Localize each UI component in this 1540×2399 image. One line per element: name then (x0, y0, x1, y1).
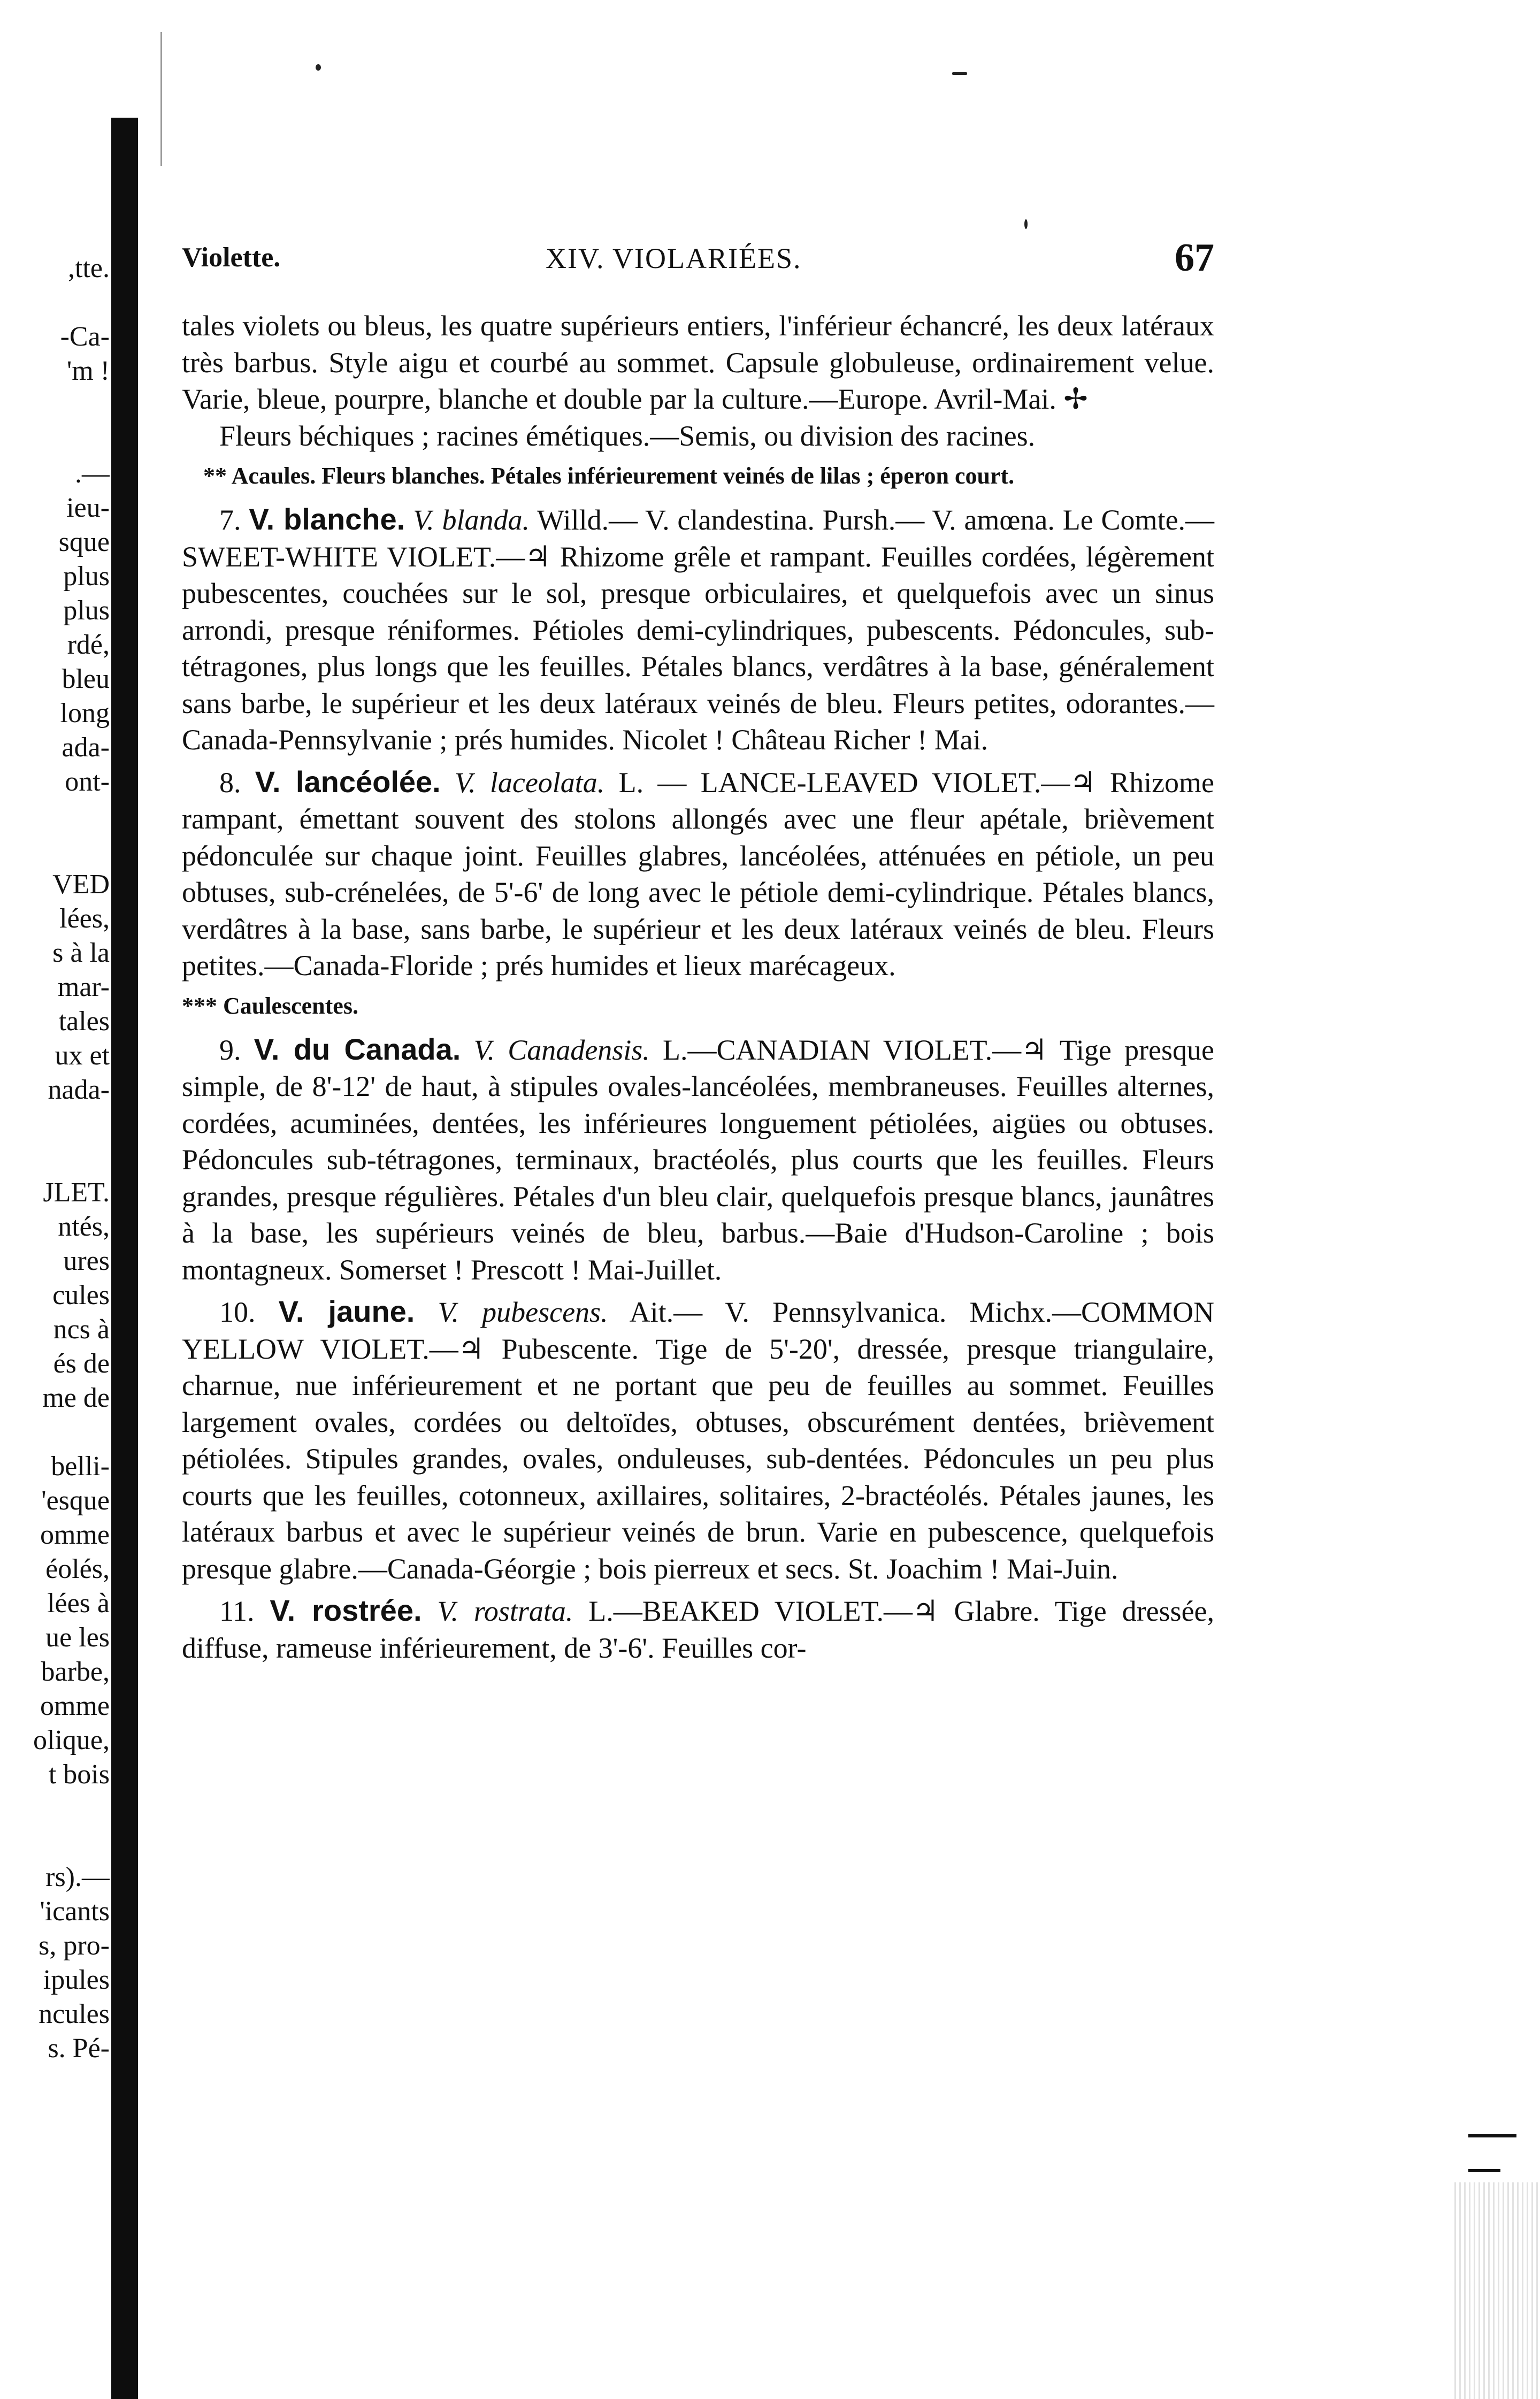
facing-page-fragment: 'esque (41, 1485, 110, 1516)
facing-page-fragment: olique, (33, 1725, 110, 1756)
facing-page-fragment (0, 1107, 110, 1141)
facing-page-fragment: bleu (62, 664, 110, 694)
facing-page-fragment: s. Pé- (48, 2033, 110, 2064)
page-number: 67 (1175, 236, 1214, 280)
scan-speck (1024, 219, 1028, 229)
facing-page-fragment: ures (63, 1246, 110, 1276)
facing-page-fragment: lées à (47, 1588, 110, 1619)
latin-name: V. pubescens. (438, 1296, 608, 1328)
species-entry-8 (182, 764, 1214, 984)
facing-page-fragment: cules (52, 1280, 110, 1310)
scan-binding-edge (111, 118, 138, 2399)
french-name: V. lancéolée. (255, 764, 441, 799)
french-name: V. du Canada. (254, 1032, 461, 1066)
paragraph-continuation: tales violets ou bleus, les quatre supérieurs entiers, l'inférieur échancré, les deux latéraux très barbus. Style aigu et courbé au sommet. Capsule globuleuse, ordinairement velue. Varie, bleue, pourpre, blanche et double par la culture.—Europe. Avril-Mai. ✢ (182, 310, 1214, 415)
facing-page-fragment: VED (52, 869, 110, 900)
section-title: XIV. VIOLARIÉES. (546, 242, 802, 274)
group-heading-caulescentes: *** Caulescentes. (182, 992, 358, 1019)
facing-page-fragment (0, 423, 110, 457)
group-heading-acaules: ** Acaules. Fleurs blanches. Pétales inférieurement veinés de lilas ; éperon court. (203, 463, 1015, 489)
facing-page-fragment: JLET. (43, 1177, 110, 1208)
facing-page-fragment (0, 388, 110, 423)
species-entry-11 (182, 1592, 1214, 1666)
facing-page-fragment: s à la (52, 938, 110, 968)
facing-page-fragment (0, 1792, 110, 1826)
french-name: V. jaune. (278, 1294, 415, 1328)
latin-name: V. laceolata. (455, 766, 605, 799)
species-entry-9 (182, 1031, 1214, 1289)
latin-name: V. blanda. (413, 504, 530, 536)
facing-page-fragment: plus (63, 595, 110, 626)
facing-page-fragment: ada- (62, 732, 110, 763)
facing-page-fragment: sque (58, 527, 110, 557)
species-entry-10 (182, 1293, 1214, 1587)
facing-page-fragment: rdé, (67, 630, 110, 660)
latin-name: V. rostrata. (437, 1595, 573, 1627)
facing-page-fragment: mar- (57, 972, 110, 1002)
facing-page-fragment: me de (42, 1383, 110, 1413)
facing-page-fragment: .— (75, 458, 110, 489)
entry-number: 11. (219, 1595, 255, 1627)
entry-text: Ait.— V. Pennsylvanica. Michx.—COMMON YELLOW VIOLET.—♃ Pubescente. Tige de 5'-20', dressée, presque triangulaire, charnue, nue inférieurement et ne portant que peu de feuilles au sommet. Feuilles largement ovales, cordées ou deltoïdes, obtuses, obscurément dentées, brièvement pétiolées. Stipules grandes, ovales, onduleuses, sub-dentées. Pédoncules un peu plus courts que les feuilles, cotonneux, axillaires, solitaires, 2-bractéolés. Pétales jaunes, les latéraux barbus et avec le supérieur veinés de brun. Varie en pubescence, quelquefois presque glabre.—Canada-Géorgie ; bois pierreux et secs. St. Joachim ! Mai-Juin. (182, 1296, 1214, 1585)
facing-page-fragment: ,tte. (68, 253, 110, 283)
facing-page-fragment: ncs à (53, 1314, 110, 1345)
entry-text: L.—BEAKED VIOLET.—♃ Glabre. Tige dressée, diffuse, rameuse inférieurement, de 3'-6'. Feuilles cor- (182, 1595, 1215, 1664)
facing-page-fragment: és de (53, 1348, 110, 1379)
facing-page-fragment: éolés, (45, 1554, 110, 1584)
running-head: Violette. (182, 242, 281, 273)
entry-number: 7. (219, 504, 241, 536)
entry-text: Willd.— V. clandestina. Pursh.— V. amœna. Le Comte.—SWEET-WHITE VIOLET.—♃ Rhizome grêle et rampant. Feuilles cordées, légèrement pubescentes, couchées sur le sol, presque orbiculaires, et quelquefois avec un sinus arrondi, presque réniformes. Pétioles demi-cylindriques, pubescents. Pédoncules, sub-tétragones, plus longs que les feuilles. Pétales blancs, verdâtres à la base, généralement sans barbe, le supérieur et les deux latéraux veinés de bleu. Fleurs petites, odorantes.—Canada-Pennsylvanie ; prés humides. Nicolet ! Château Richer ! Mai. (182, 504, 1215, 756)
facing-page-fragment: tales (58, 1006, 110, 1037)
facing-page-fragment: nada- (48, 1075, 110, 1105)
species-entry-7 (182, 501, 1214, 758)
facing-page-fragment: barbe, (41, 1657, 110, 1687)
scan-speck (316, 64, 321, 71)
facing-page-fragment: -Ca- (60, 321, 110, 352)
facing-page-fragment: ncules (39, 1999, 110, 2029)
latin-name: V. Canadensis. (473, 1033, 650, 1066)
entry-number: 10. (219, 1296, 256, 1328)
entry-text: L.—CANADIAN VIOLET.—♃ Tige presque simple, de 8'-12' de haut, à stipules ovales-lancéolées, membraneuses. Feuilles alternes, cordées, acuminées, dentées, les inférieures longuement pétiolées, aigües ou obtuses. Pédoncules sub-tétragones, terminaux, bractéolés, plus courts que les feuilles. Fleurs grandes, presque régulières. Pétales d'un bleu clair, quelquefois presque blancs, jaunâtres à la base, les supérieurs veinés de bleu, barbus.—Baie d'Hudson-Caroline ; bois montagneux. Somerset ! Prescott ! Mai-Juillet. (182, 1033, 1215, 1286)
facing-page-fragment: t bois (48, 1759, 110, 1790)
facing-page-fragment: lées, (59, 903, 110, 934)
facing-page-fragment (0, 799, 110, 833)
facing-page-fragment: omme (40, 1691, 110, 1721)
facing-page-fragment: s, pro- (39, 1930, 110, 1961)
facing-page-fragment (0, 1415, 110, 1450)
facing-page-fragments (0, 251, 110, 2066)
facing-page-fragment: 'icants (40, 1896, 110, 1927)
scan-mark (1468, 2134, 1516, 2137)
scan-mark (1468, 2169, 1500, 2172)
facing-page-fragment: 'm ! (66, 356, 110, 386)
facing-page-fragment: plus (63, 561, 110, 592)
facing-page-fragment (0, 833, 110, 868)
scan-speck (952, 72, 967, 75)
paragraph-uses: Fleurs béchiques ; racines émétiques.—Semis, ou division des racines. (219, 419, 1036, 452)
entry-number: 9. (219, 1033, 241, 1066)
entry-number: 8. (219, 766, 241, 799)
scan-noise (1454, 2182, 1540, 2399)
facing-page-fragment: ue les (45, 1622, 110, 1653)
french-name: V. rostrée. (270, 1593, 422, 1627)
facing-page-fragment: rs).— (45, 1862, 110, 1892)
facing-page-fragment: ipules (43, 1965, 110, 1995)
facing-page-fragment: long (60, 698, 110, 729)
facing-page-fragment: belli- (51, 1451, 110, 1482)
facing-page-fragment: ieu- (66, 493, 110, 523)
scan-gutter-mark (160, 32, 162, 166)
facing-page-fragment: ux et (55, 1040, 110, 1071)
facing-page-fragment: ont- (65, 767, 110, 797)
french-name: V. blanche. (249, 502, 405, 536)
facing-page-fragment: omme (40, 1520, 110, 1550)
page-body (182, 308, 1214, 1666)
facing-page-fragment (0, 1141, 110, 1176)
facing-page-fragment (0, 1826, 110, 1860)
facing-page-fragment: ntés, (58, 1212, 110, 1242)
page-header (182, 235, 1214, 283)
facing-page-fragment (0, 286, 110, 320)
entry-text: L. — LANCE-LEAVED VIOLET.—♃ Rhizome rampant, émettant souvent des stolons allongés avec une fleur apétale, brièvement pédonculée sur chaque joint. Feuilles glabres, lancéolées, atténuées en pétiole, un peu obtuses, sub-crénelées, de 5'-6' de long avec le pétiole demi-cylindrique. Pétales blancs, verdâtres à la base, sans barbe, le supérieur et les deux latéraux veinés de bleu. Fleurs petites.—Canada-Floride ; prés humides et lieux marécageux. (182, 766, 1215, 982)
